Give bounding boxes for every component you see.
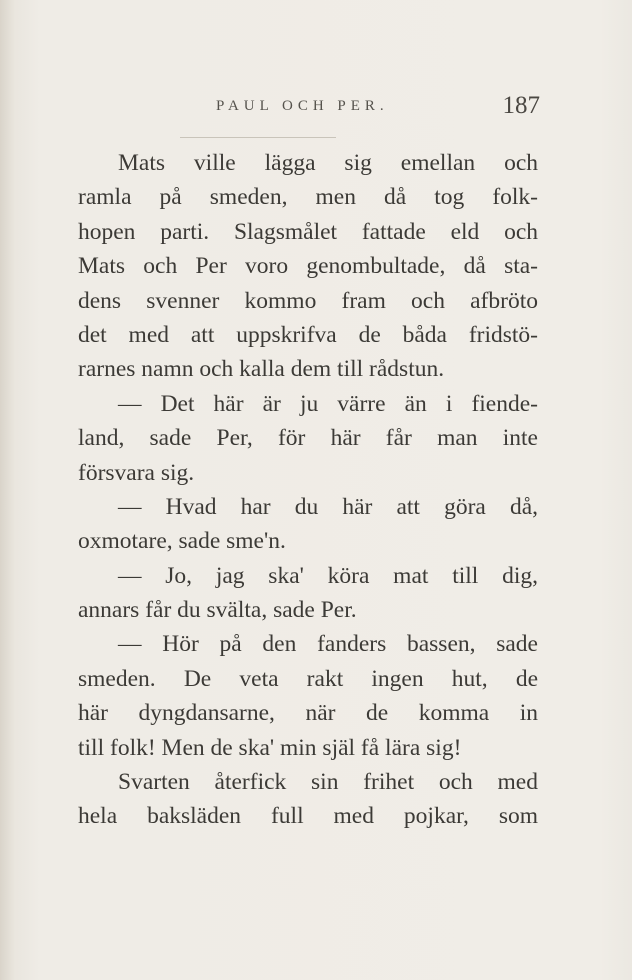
text-line: till folk! Men de ska' min själ få lära sig! [78,734,462,761]
text-line: — Det här är ju värre än i fiende- [118,390,538,417]
text-line: hela baksläden full med pojkar, som [78,803,538,830]
text-line: Mats ville lägga sig emellan och [118,150,538,176]
page-number: 187 [502,92,540,119]
text-line: det med att uppskrifva de båda fridstö- [78,321,538,348]
text-line: annars får du svälta, sade Per. [78,597,357,624]
text-line: oxmotare, sade sme'n. [78,528,286,555]
text-line: Svarten återfick sin frihet och med [118,769,538,796]
text-line: smeden. De veta rakt ingen hut, de [78,665,538,692]
text-line: dens svenner kommo fram och afbröto [78,287,538,314]
text-line: — Hvad har du här att göra då, [118,493,538,520]
text-line: rarnes namn och kalla dem till rådstun. [78,356,445,383]
page-gutter [0,0,14,980]
text-line: land, sade Per, för här får man inte [78,425,538,452]
header-rule [180,137,336,138]
page-header [78,92,540,126]
text-line: ramla på smeden, men då tog folk- [78,184,538,211]
text-line: — Hör på den fanders bassen, sade [118,631,538,658]
text-line: försvara sig. [78,459,195,486]
body-text [78,146,538,834]
text-line: Mats och Per voro genombultade, då sta- [78,253,538,280]
text-line: här dyngdansarne, när de komma in [78,700,538,727]
text-line: hopen parti. Slagsmålet fattade eld och [78,218,538,245]
text-line: — Jo, jag ska' köra mat till dig, [118,562,538,589]
running-title: PAUL OCH PER. [216,98,389,114]
